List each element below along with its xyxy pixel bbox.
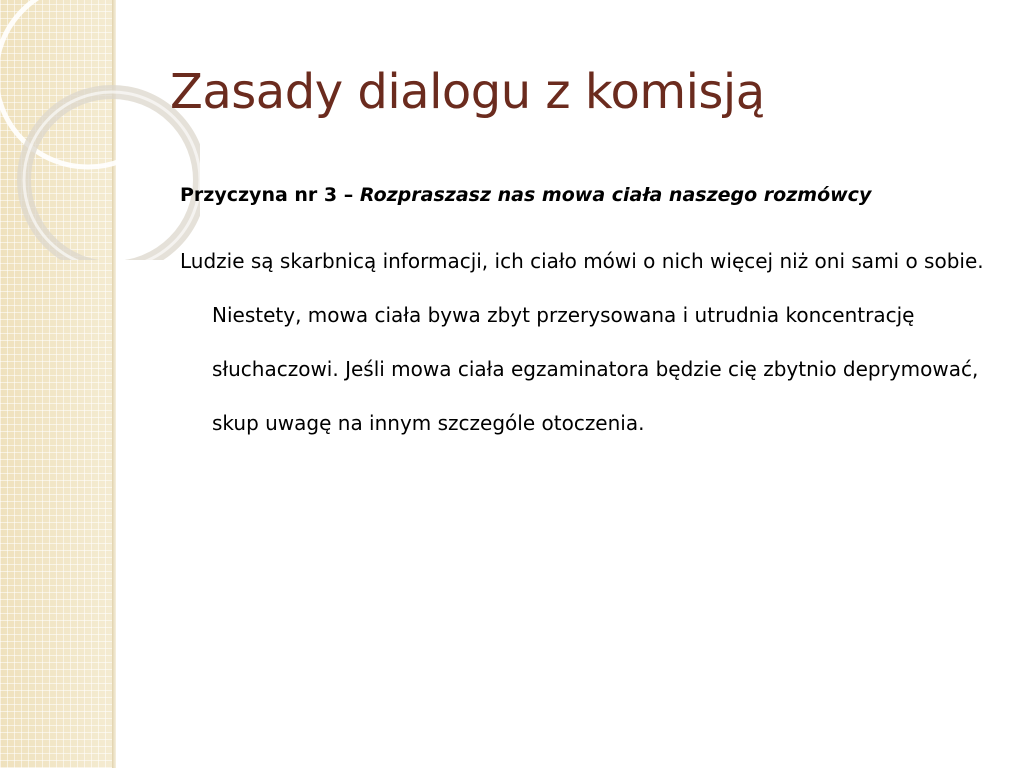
reason-heading: [180, 184, 990, 206]
reason-text: Rozpraszasz nas mowa ciała naszego rozmówcy: [359, 184, 872, 206]
decorative-rings: [0, 0, 200, 260]
slide-content: [180, 184, 990, 470]
reason-label: Przyczyna nr 3 –: [180, 184, 354, 206]
slide-title: Zasady dialogu z komisją: [170, 64, 765, 120]
body-paragraph: Ludzie są skarbnicą informacji, ich ciało mówi o nich więcej niż oni sami o sobie. Niestety, mowa ciała bywa zbyt przerysowana i utrudnia koncentrację słuchaczowi. Jeśli mowa ciała egzaminatora będzie cię zbytnio deprymować, skup uwagę na innym szczególe otoczenia.: [180, 249, 984, 435]
